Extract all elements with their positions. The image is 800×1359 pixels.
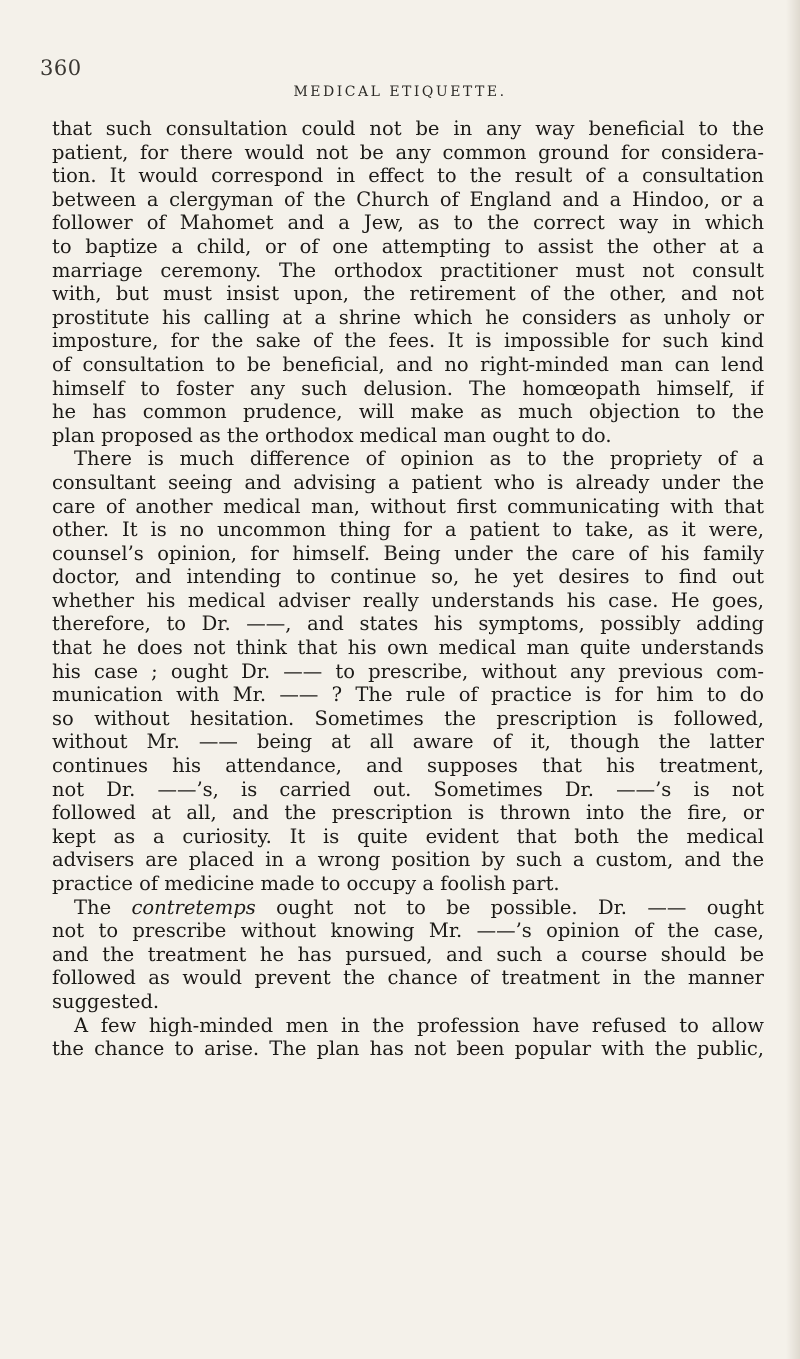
text-line: with, but must insist upon, the retirement of the other, and not xyxy=(52,282,764,306)
page-edge-shadow xyxy=(786,0,800,1359)
text-line: munication with Mr. —— ? The rule of practice is for him to do xyxy=(52,683,764,707)
running-head: MEDICAL ETIQUETTE. xyxy=(293,84,507,100)
text-line: plan proposed as the orthodox medical man ought to do. xyxy=(52,423,612,447)
text-line: advisers are placed in a wrong position by such a custom, and the xyxy=(52,848,764,872)
text-line: without Mr. —— being at all aware of it, though the latter xyxy=(52,730,764,754)
line-prefix: The xyxy=(74,895,132,919)
text-line: consultant seeing and advising a patient who is already under the xyxy=(52,470,764,494)
text-line: so without hesitation. Sometimes the prescription is followed, xyxy=(52,706,764,730)
page-number: 360 xyxy=(40,56,82,80)
paragraph-start-line: There is much difference of opinion as to the propriety of a xyxy=(74,447,764,471)
text-line: counsel’s opinion, for himself. Being under the care of his family xyxy=(52,541,764,565)
paragraph-start-line xyxy=(52,896,764,920)
paragraph-start-line: A few high-minded men in the profession have refused to allow xyxy=(74,1013,764,1037)
text-line: himself to foster any such delusion. The homœopath himself, if xyxy=(52,376,764,400)
text-line: tion. It would correspond in effect to the result of a consultation xyxy=(52,164,764,188)
text-line: not to prescribe without knowing Mr. ——’s opinion of the case, xyxy=(52,919,764,943)
text-line: between a clergyman of the Church of England and a Hindoo, or a xyxy=(52,187,764,211)
text-line: practice of medicine made to occupy a foolish part. xyxy=(52,872,560,895)
body-text xyxy=(52,117,764,1061)
text-line: care of another medical man, without first communicating with that xyxy=(52,494,764,518)
text-line: imposture, for the sake of the fees. It is impossible for such kind xyxy=(52,329,764,353)
text-line: suggested. xyxy=(52,989,160,1013)
text-line: whether his medical adviser really understands his case. He goes, xyxy=(52,588,764,612)
text-line: of consultation to be beneficial, and no right-minded man can lend xyxy=(52,352,764,376)
text-line: continues his attendance, and supposes that his treatment, xyxy=(52,754,764,778)
text-line: that such consultation could not be in any way beneficial to the xyxy=(52,117,764,140)
text-line: that he does not think that his own medical man quite understands xyxy=(52,636,764,660)
text-line: other. It is no uncommon thing for a patient to take, as it were, xyxy=(52,518,764,542)
text-line: his case ; ought Dr. —— to prescribe, without any previous com- xyxy=(52,659,764,683)
text-line: patient, for there would not be any common ground for considera- xyxy=(52,140,764,164)
text-line: prostitute his calling at a shrine which he considers as unholy or xyxy=(52,305,764,329)
italic-word: contretemps xyxy=(131,895,256,919)
text-line: marriage ceremony. The orthodox practitioner must not consult xyxy=(52,258,764,282)
text-line: followed as would prevent the chance of treatment in the manner xyxy=(52,966,764,990)
text-line: he has common prudence, will make as much objection to the xyxy=(52,400,764,424)
line-end: ought xyxy=(706,895,764,919)
text-line: follower of Mahomet and a Jew, as to the correct way in which xyxy=(52,211,764,235)
text-line: not Dr. ——’s, is carried out. Sometimes Dr. ——’s is not xyxy=(52,777,764,801)
text-line: to baptize a child, or of one attempting to assist the other at a xyxy=(52,234,764,258)
text-line: doctor, and intending to continue so, he yet desires to find out xyxy=(52,565,764,589)
line-middle: ought not to be possible. Dr. —— xyxy=(255,895,707,919)
text-line: kept as a curiosity. It is quite evident that both the medical xyxy=(52,824,764,848)
text-line: followed at all, and the prescription is thrown into the fire, or xyxy=(52,801,764,825)
text-line: therefore, to Dr. ——, and states his symptoms, possibly adding xyxy=(52,612,764,636)
text-line: the chance to arise. The plan has not been popular with the public, xyxy=(52,1037,764,1061)
text-line: and the treatment he has pursued, and such a course should be xyxy=(52,942,764,966)
